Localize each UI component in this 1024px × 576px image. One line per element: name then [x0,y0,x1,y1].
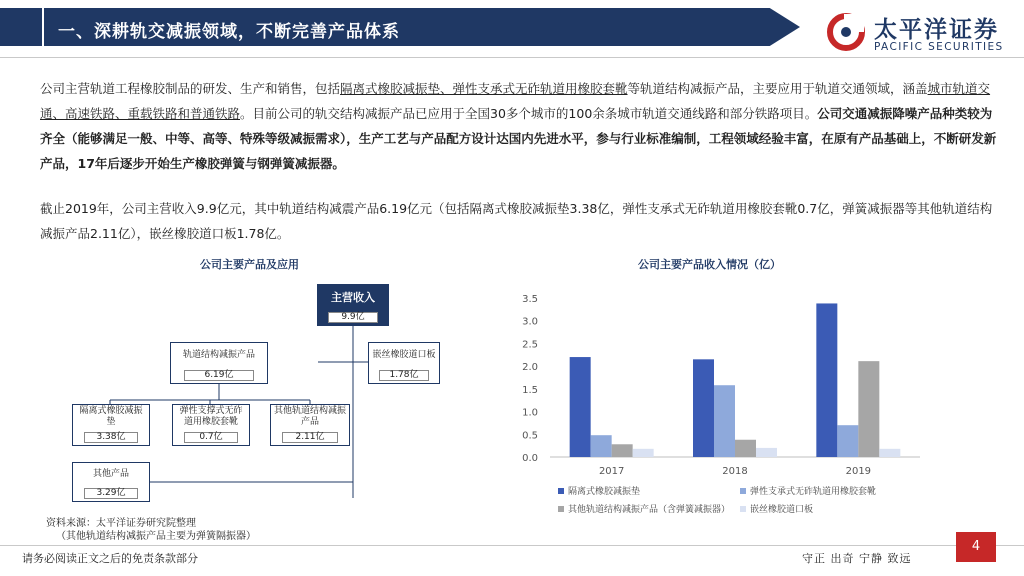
chart-bar [714,385,735,457]
footer-disclaimer: 请务必阅读正文之后的免责条款部分 [22,552,198,565]
node-rubber-boot-value: 0.7亿 [184,432,239,443]
chart-y-tick-label: 1.5 [522,384,538,396]
chart-bar [693,359,714,457]
page-number: 4 [956,532,996,562]
node-track-products [170,342,268,384]
node-other-products-value: 3.29亿 [84,488,139,499]
logo-mark-icon [826,12,866,52]
chart-legend-swatch [740,488,746,494]
chart-title: 公司主要产品收入情况（亿） [638,258,781,271]
para1-products-underlined: 隔离式橡胶减振垫、弹性支承式无砟轨道用橡胶套靴 [340,81,628,96]
node-crossing-panel [368,342,440,384]
node-other-products [72,462,150,502]
chart-x-tick-label: 2018 [722,466,748,477]
node-other-track-label: 其他轨道结构减振产品 [274,406,347,427]
chart-legend-swatch [740,506,746,512]
chart-legend-label: 嵌丝橡胶道口板 [750,505,814,515]
chart-x-tick-label: 2019 [845,466,872,477]
node-main-revenue-value: 9.9亿 [328,312,378,323]
chart-bar [858,361,879,457]
node-crossing-panel-value: 1.78亿 [379,370,429,381]
chart-bar [816,303,837,457]
header-divider [0,57,1024,58]
node-isolation-pad-label: 隔离式橡胶减振垫 [79,406,143,427]
chart-legend-swatch [558,488,564,494]
chart-bar [879,449,900,457]
chart-legend-label: 隔离式橡胶减振垫 [568,487,641,497]
node-rubber-boot-label: 弹性支撑式无砟道用橡胶套靴 [179,406,243,427]
node-isolation-pad-value: 3.38亿 [84,432,139,443]
node-rubber-boot [172,404,250,446]
footer-motto: 守正 出奇 宁静 致远 [802,552,912,565]
node-track-products-value: 6.19亿 [184,370,253,381]
footer-divider [0,545,1024,546]
node-track-products-label: 轨道结构减振产品 [182,349,255,360]
node-other-track [270,404,350,446]
company-logo [826,10,1016,54]
logo-chinese-text: 太平洋证券 [874,17,999,43]
diagram-source: 资料来源：太平洋证券研究院整理 [46,518,196,529]
chart-legend-label: 弹性支承式无砟轨道用橡胶套靴 [750,487,877,497]
revenue-bar-chart [500,250,1020,525]
chart-bar [837,425,858,457]
chart-bar [633,449,654,457]
section-title: 一、深耕轨交减振领域，不断完善产品体系 [58,22,400,42]
node-other-products-label: 其他产品 [92,468,129,479]
para1-text-e: 。目前公司的轨交结构减振产品已应用于全国30多个城市的100余条城市轨道交通线路和部分铁路项目。 [240,106,818,121]
revenue-paragraph: 截止2019年，公司主营收入9.9亿元，其中轨道结构减震产品6.19亿元（包括隔离式橡胶减振垫3.38亿，弹性支承式无砟轨道用橡胶套靴0.7亿，弹簧减振器等其他轨道结构减振产品2.11亿），嵌丝橡胶道口板1.78亿。 [40,201,993,241]
chart-y-tick-label: 2.0 [522,362,538,374]
chart-x-tick-label: 2017 [598,466,625,477]
chart-bar [612,444,633,457]
para1-text-c: 等轨道结构减振产品，主要应用于轨道交通领域，涵盖 [627,81,928,96]
chart-bar [591,435,612,457]
node-isolation-pad [72,404,150,446]
node-other-track-value: 2.11亿 [282,432,338,443]
chart-y-tick-label: 3.5 [522,294,538,305]
node-main-revenue [317,284,389,326]
chart-legend-label: 其他轨道结构减振产品（含弹簧减振器） [568,505,731,515]
page-header [0,0,1024,58]
node-crossing-panel-label: 嵌丝橡胶道口板 [372,349,436,360]
chart-bar [735,440,756,457]
logo-english-text: PACIFIC SECURITIES [874,41,1004,53]
chart-y-tick-label: 1.0 [522,407,538,419]
para1-text-a: 公司主营轨道工程橡胶制品的研发、生产和销售，包括 [40,81,341,96]
chart-bar [756,448,777,457]
para1-bold-summary: 公司交通减振降噪产品种类较为齐全（能够满足一般、中等、高等、特殊等级减振需求），生产工艺与产品配方设计达国内先进水平，参与行业标准编制，工程领域经验丰富，在原有产品基础上，不断研发新产品，17年后逐步开始生产橡胶弹簧与钢弹簧减振器。 [40,106,997,171]
diagram-note: （其他轨道结构减振产品主要为弹簧隔振器） [56,531,256,542]
chart-y-tick-label: 0.5 [522,430,538,442]
chart-legend-swatch [558,506,564,512]
para1-fields-underlined: 城市轨道交通、高速铁路、重载铁路和普通铁路 [40,81,991,121]
node-main-revenue-label: 主营收入 [331,290,375,304]
header-left-block [0,8,42,46]
chart-y-tick-label: 2.5 [522,339,538,351]
chart-y-tick-label: 0.0 [522,453,538,464]
diagram-title: 公司主要产品及应用 [200,258,299,271]
chart-y-tick-label: 3.0 [522,316,538,328]
chart-bar [570,357,591,457]
intro-paragraph [40,76,1000,176]
